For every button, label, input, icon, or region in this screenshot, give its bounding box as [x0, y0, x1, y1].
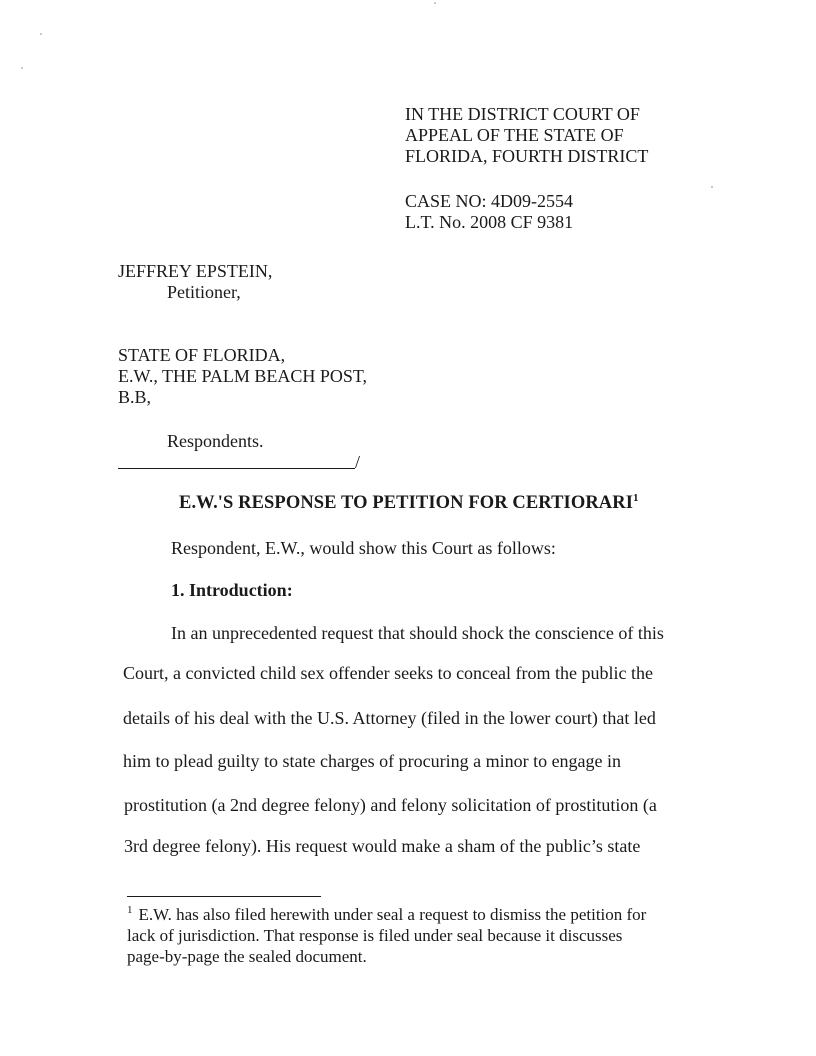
- section-heading: 1. Introduction:: [171, 580, 293, 600]
- footnote-line-1: [127, 904, 646, 925]
- footnote-mark: 1: [127, 904, 133, 917]
- scan-speck: [40, 33, 42, 35]
- case-number: CASE NO: 4D09-2554: [405, 191, 574, 211]
- respondent-line-2: E.W., THE PALM BEACH POST,: [118, 366, 368, 386]
- footnote-line-3: page-by-page the sealed document.: [127, 947, 367, 966]
- scan-speck: [21, 67, 23, 69]
- respondent-line-3: B.B,: [118, 387, 152, 407]
- scan-speck: [434, 2, 436, 4]
- body-line: prostitution (a 2nd degree felony) and felony solicitation of prostitution (a: [124, 795, 657, 815]
- caption-rule: [118, 468, 355, 469]
- footnote-separator: [127, 896, 321, 897]
- footnote-line-2: lack of jurisdiction. That response is filed under seal because it discusses: [127, 926, 623, 945]
- footnote: [127, 904, 646, 967]
- body-line: In an unprecedented request that should shock the conscience of this: [171, 623, 664, 643]
- lower-tribunal-number: L.T. No. 2008 CF 9381: [405, 212, 574, 232]
- intro-line: Respondent, E.W., would show this Court as follows:: [171, 538, 556, 558]
- court-line-3: FLORIDA, FOURTH DISTRICT: [405, 146, 649, 166]
- body-line: 3rd degree felony). His request would make a sham of the public’s state: [124, 836, 641, 856]
- body-line: details of his deal with the U.S. Attorney (filed in the lower court) that led: [123, 708, 656, 728]
- footnote-text-1: E.W. has also filed herewith under seal a request to dismiss the petition for: [138, 905, 647, 924]
- case-numbers: [405, 191, 573, 233]
- respondent-line-1: STATE OF FLORIDA,: [118, 345, 286, 365]
- title-footnote-mark: 1: [633, 491, 639, 504]
- petitioner-role: Petitioner,: [167, 282, 241, 302]
- petitioner-name: JEFFREY EPSTEIN,: [118, 261, 273, 281]
- respondents-role: Respondents.: [167, 431, 264, 451]
- scan-speck: [711, 186, 713, 188]
- document-title: [179, 493, 639, 514]
- court-line-2: APPEAL OF THE STATE OF: [405, 125, 624, 145]
- body-line: him to plead guilty to state charges of procuring a minor to engage in: [123, 751, 622, 771]
- court-caption: [405, 104, 648, 167]
- caption-slash: /: [355, 452, 361, 472]
- court-line-1: IN THE DISTRICT COURT OF: [405, 104, 640, 124]
- title-text: E.W.'S RESPONSE TO PETITION FOR CERTIORARI: [179, 493, 634, 513]
- body-line: Court, a convicted child sex offender seeks to conceal from the public the: [123, 663, 653, 683]
